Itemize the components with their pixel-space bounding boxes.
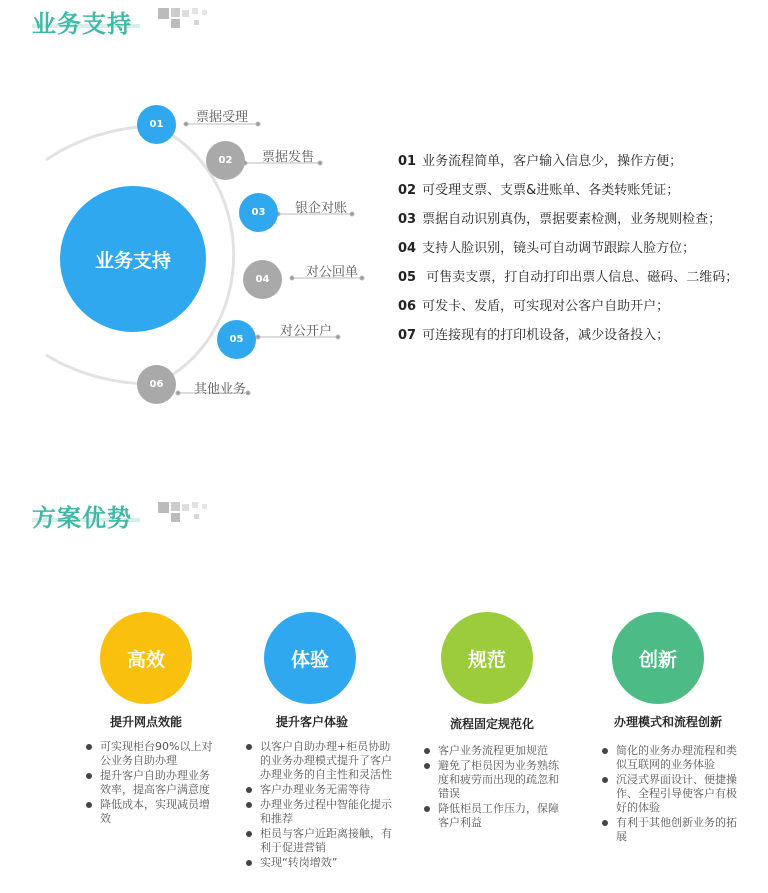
support-node-01: 01 — [137, 105, 176, 144]
advantages-section-title: 方案优势 — [32, 504, 132, 532]
list-item: 柜员与客户近距离接触，有利于促进营销 — [244, 827, 394, 855]
support-title-pixel-deco — [158, 6, 218, 32]
list-item: 避免了柜员因为业务熟练度和疲劳而出现的疏忽和错误 — [422, 759, 568, 801]
support-feature-item: 05 可售卖支票，打自动打印出票人信息、磁码、二维码； — [398, 270, 739, 285]
support-feature-item: 04 支持人脸识别，镜头可自动调节跟踪人脸方位； — [398, 241, 696, 256]
support-feature-item: 03 票据自动识别真伪，票据要素检测，业务规则检查； — [398, 212, 722, 227]
support-node-label-02: 票据发售 — [262, 150, 315, 165]
list-item: 实现“转岗增效” — [244, 856, 394, 870]
support-node-04: 04 — [243, 260, 282, 299]
support-node-label-04: 对公回单 — [306, 265, 359, 280]
list-item: 有利于其他创新业务的拓展 — [600, 816, 740, 844]
list-item: 提升客户自助办理业务效率，提高客户满意度 — [84, 769, 220, 797]
support-node-label-05: 对公开户 — [280, 324, 333, 339]
support-node-label-06: 其他业务 — [194, 382, 247, 397]
list-item: 沉浸式界面设计、便捷操作、全程引导使客户有极好的体验 — [600, 773, 740, 815]
support-feature-item: 06 可发卡、发盾，可实现对公客户自助开户； — [398, 299, 670, 314]
list-item: 以客户自助办理+柜员协助的业务办理模式提升了客户办理业务的自主性和灵活性 — [244, 740, 394, 782]
list-item: 简化的业务办理流程和类似互联网的业务体验 — [600, 744, 740, 772]
advantage-list-innovation — [600, 744, 740, 845]
support-node-06: 06 — [137, 365, 176, 404]
list-item: 客户业务流程更加规范 — [422, 744, 568, 758]
advantage-circle-efficiency: 高效 — [100, 612, 192, 704]
advantage-circle-innovation: 创新 — [612, 612, 704, 704]
advantage-circle-standard: 规范 — [441, 612, 533, 704]
support-node-label-01: 票据受理 — [196, 110, 249, 125]
support-node-03: 03 — [239, 193, 278, 232]
list-item: 可实现柜台90%以上对公业务自助办理 — [84, 740, 220, 768]
advantage-subtitle-standard: 流程固定规范化 — [450, 717, 535, 731]
advantage-list-efficiency — [84, 740, 220, 827]
advantage-list-experience — [244, 740, 394, 871]
support-center-circle: 业务支持 — [60, 186, 206, 332]
support-node-05: 05 — [217, 320, 256, 359]
list-item: 降低成本，实现减员增效 — [84, 798, 220, 826]
advantage-subtitle-efficiency: 提升网点效能 — [110, 715, 183, 729]
advantage-subtitle-experience: 提升客户体验 — [276, 715, 349, 729]
list-item: 客户办理业务无需等待 — [244, 783, 394, 797]
support-feature-item: 01 业务流程简单，客户输入信息少，操作方便； — [398, 154, 683, 169]
advantage-list-standard — [422, 744, 568, 831]
support-section-title: 业务支持 — [32, 10, 132, 38]
support-feature-item: 07 可连接现有的打印机设备，减少设备投入； — [398, 328, 670, 343]
advantage-subtitle-innovation: 办理模式和流程创新 — [614, 715, 723, 729]
list-item: 降低柜员工作压力，保障客户利益 — [422, 802, 568, 830]
advantages-title-pixel-deco — [158, 500, 218, 526]
support-feature-item: 02 可受理支票、支票&进账单、各类转账凭证； — [398, 183, 680, 198]
support-node-label-03: 银企对账 — [295, 201, 348, 216]
advantage-circle-experience: 体验 — [264, 612, 356, 704]
list-item: 办理业务过程中智能化提示和推荐 — [244, 798, 394, 826]
support-node-02: 02 — [206, 141, 245, 180]
